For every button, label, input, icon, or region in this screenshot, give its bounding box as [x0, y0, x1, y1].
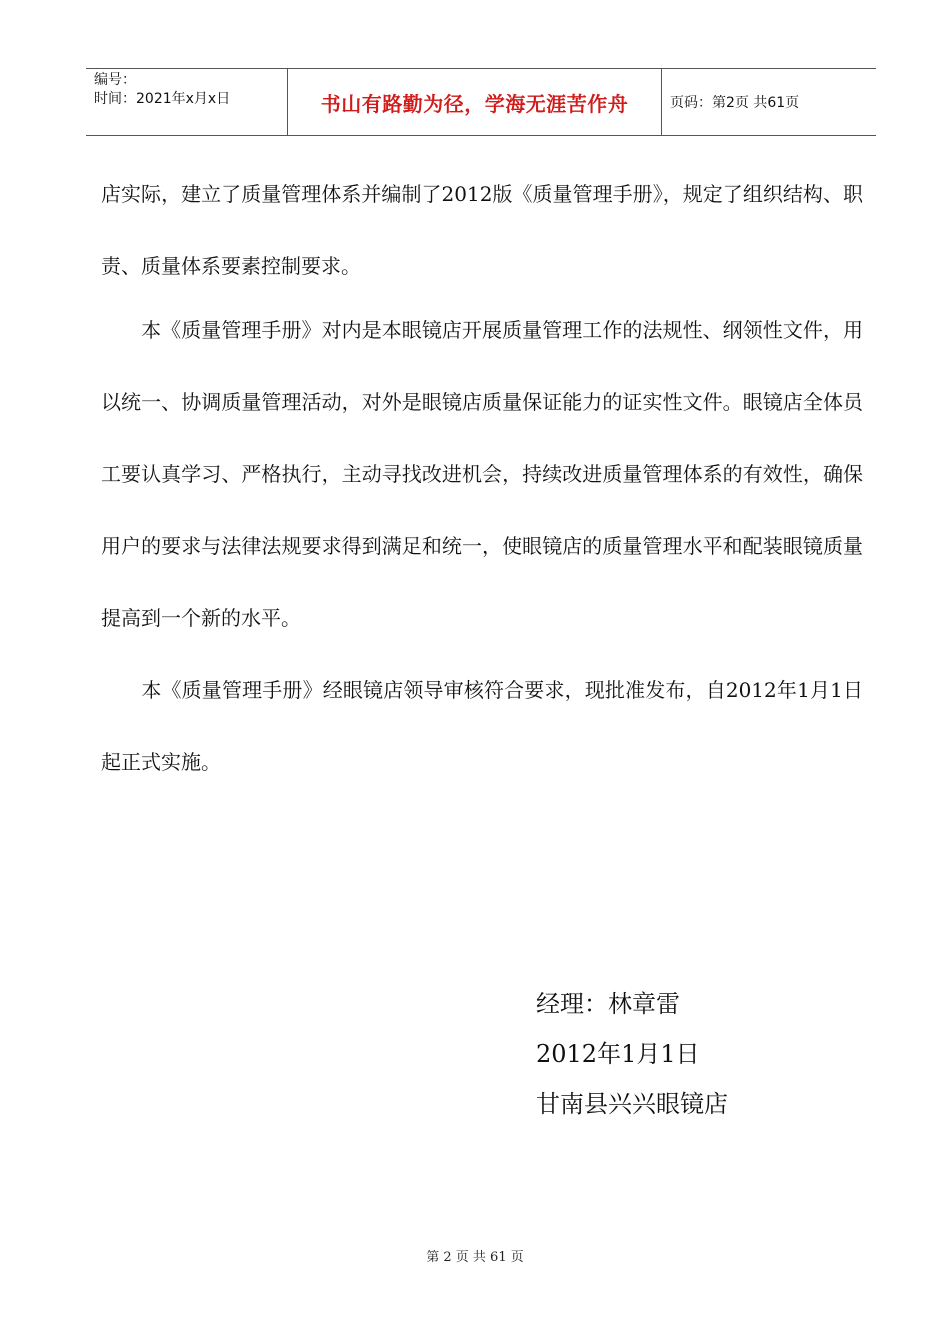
page-footer: 第 2 页 共 61 页 — [426, 1250, 524, 1265]
document-time-label: 时间：2021年x月x日 — [94, 91, 231, 107]
paragraph-1: 店实际，建立了质量管理体系并编制了2012版《质量管理手册》，规定了组织结构、职责、质量体系要素控制要求。 — [101, 182, 863, 278]
signature-organization: 甘南县兴兴眼镜店 — [536, 1090, 728, 1118]
header-motto: 书山有路勤为径，学海无涯苦作舟 — [288, 69, 662, 135]
paragraph-2: 本《质量管理手册》对内是本眼镜店开展质量管理工作的法规性、纲领性文件，用以统一、协调质量管理活动，对外是眼镜店质量保证能力的证实性文件。眼镜店全体员工要认真学习、严格执行，主动寻找改进机会，持续改进质量管理体系的有效性，确保用户的要求与法律法规要求得到满足和统一，使眼镜店的质量管理水平和配装眼镜质量提高到一个新的水平。 — [101, 318, 863, 630]
paragraph-3: 本《质量管理手册》经眼镜店领导审核符合要求，现批准发布，自2012年1月1日起正式实施。 — [101, 678, 863, 774]
signature-manager: 经理：林章雷 — [536, 990, 680, 1018]
page-header — [86, 68, 876, 136]
header-page-info: 页码：第2页 共61页 — [670, 95, 800, 111]
header-meta — [86, 69, 288, 135]
document-number-label: 编号： — [94, 72, 136, 88]
signature-date: 2012年1月1日 — [536, 1040, 700, 1068]
